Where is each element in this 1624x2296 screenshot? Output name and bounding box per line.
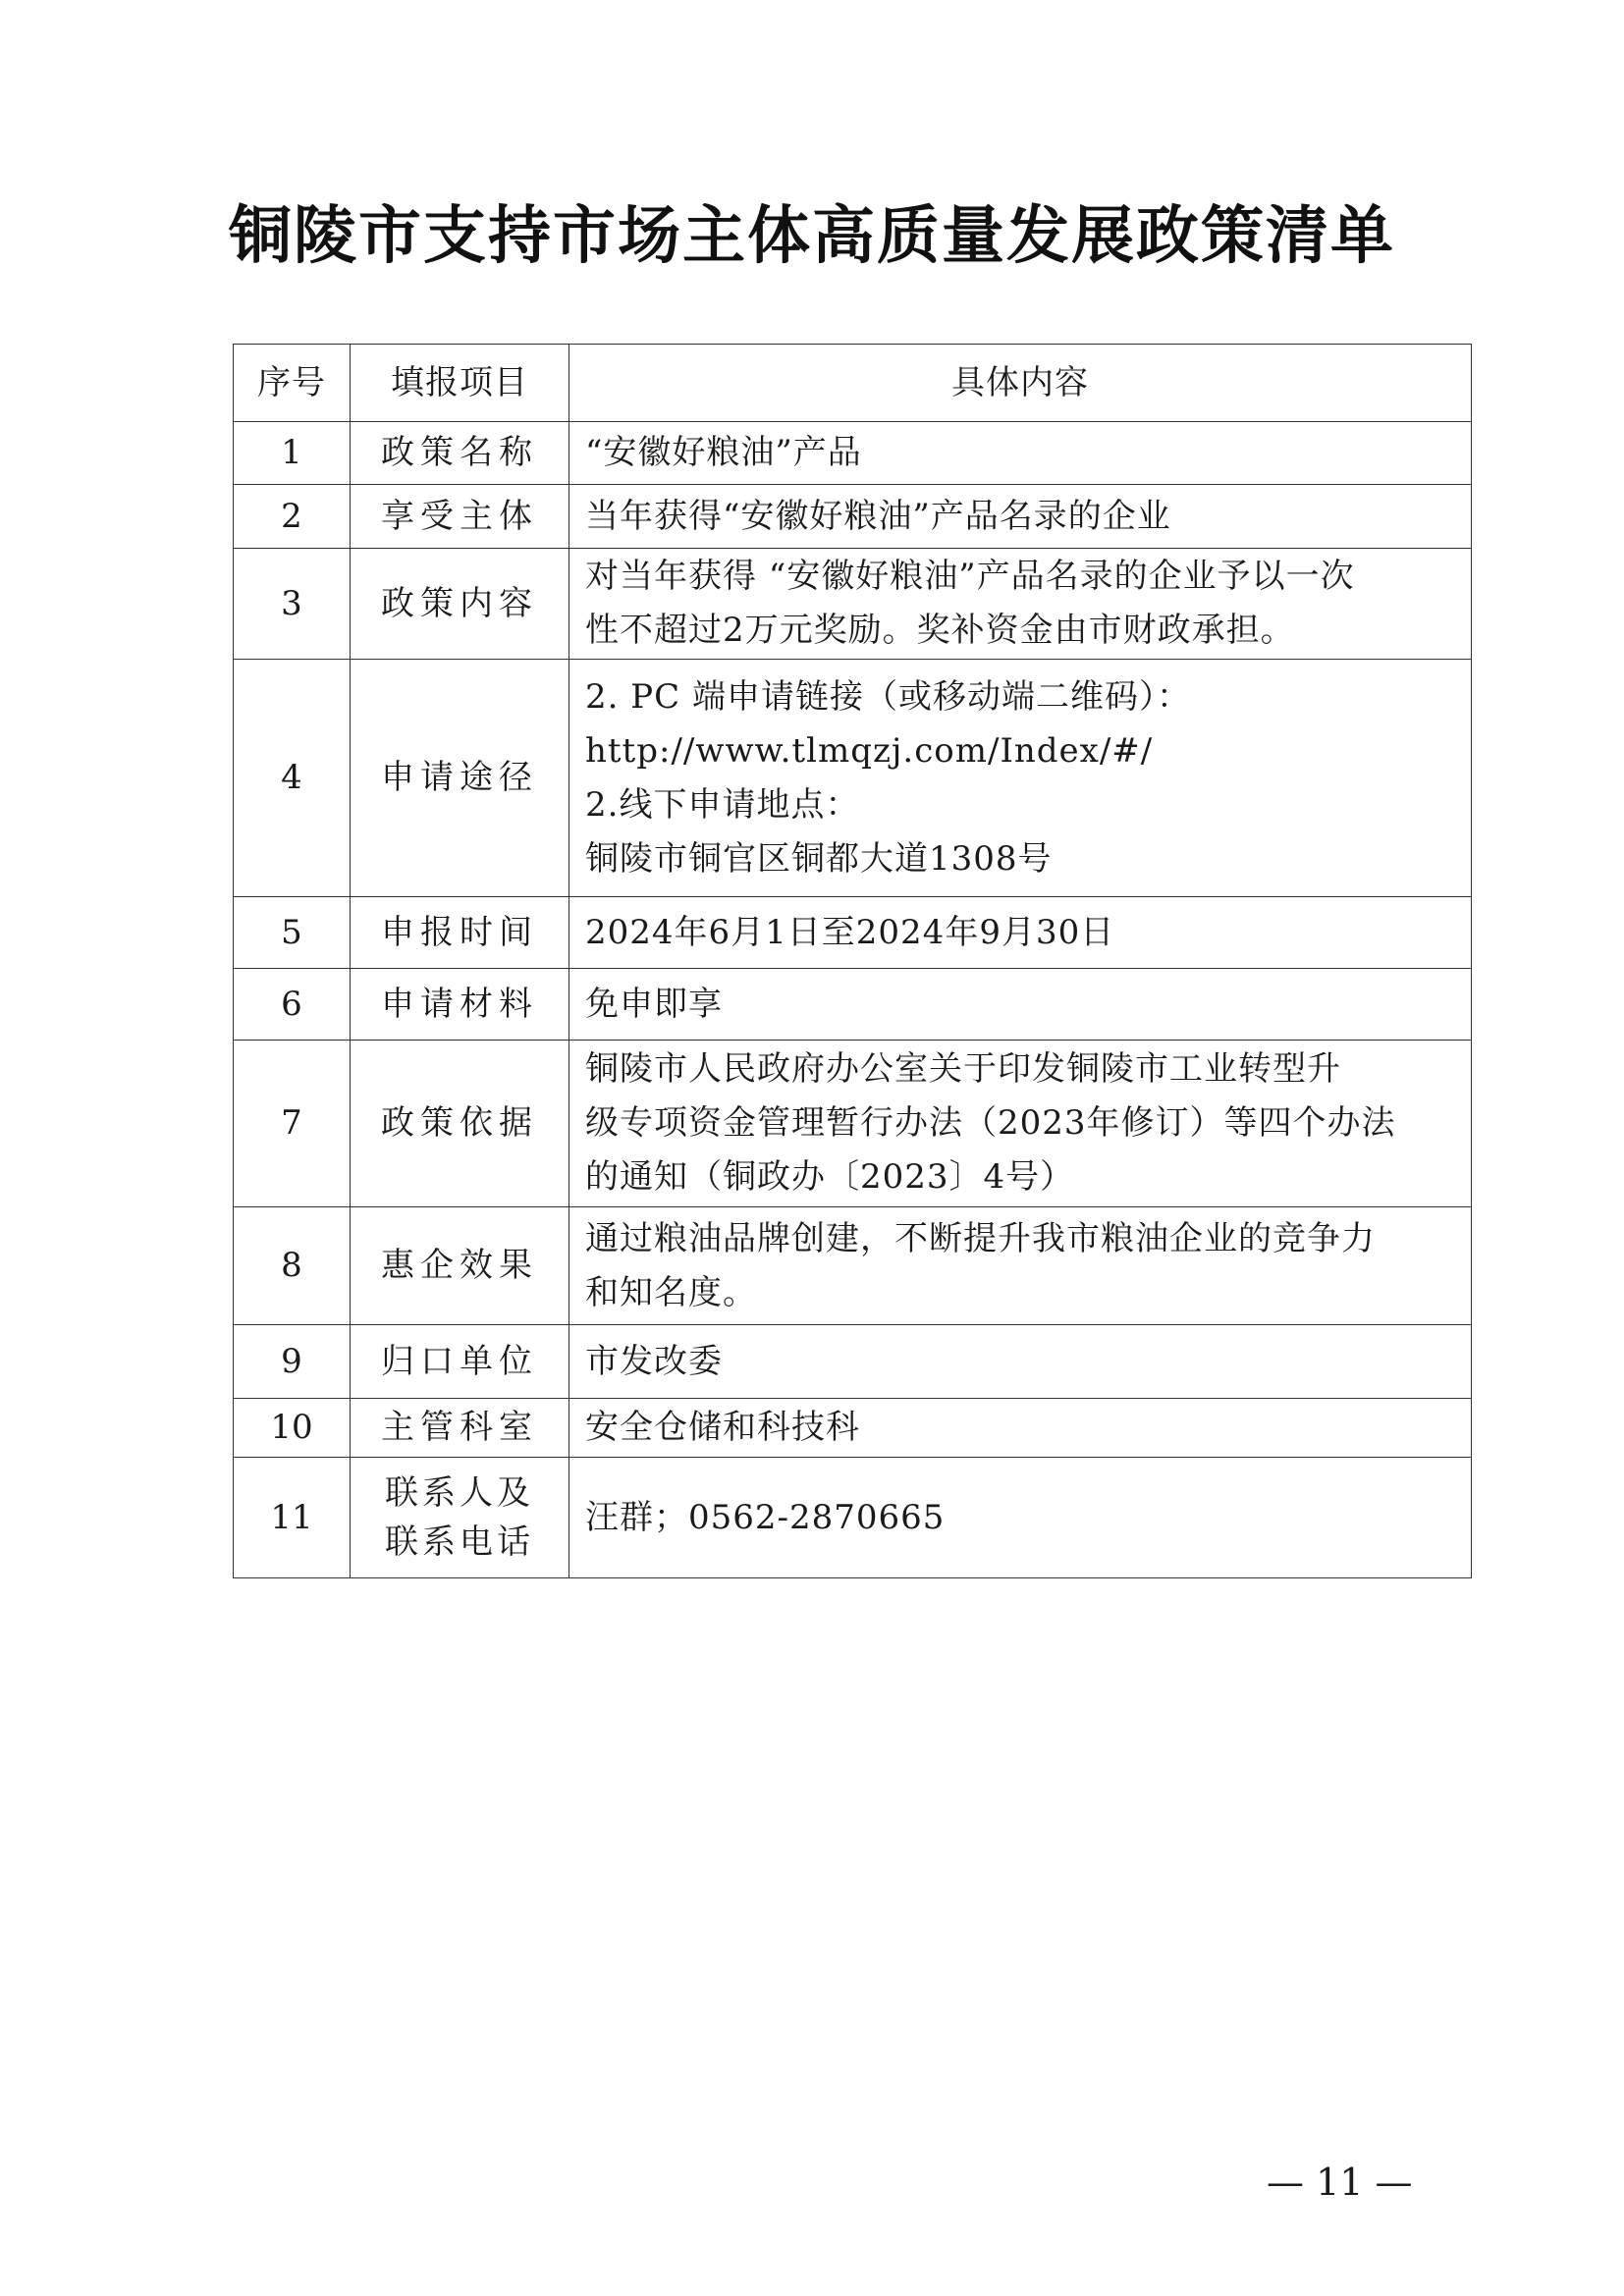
row-item: 政策内容 xyxy=(351,549,569,660)
content-line: 性不超过2万元奖励。奖补资金由市财政承担。 xyxy=(585,611,1295,650)
row-item: 归口单位 xyxy=(351,1325,569,1399)
row-number: 9 xyxy=(234,1325,351,1399)
row-content xyxy=(569,549,1472,660)
content-line: 当年获得“安徽好粮油”产品名录的企业 xyxy=(585,496,1171,536)
content-line: 2.线下申请地点： xyxy=(585,784,860,825)
row-item xyxy=(351,1458,569,1578)
row-number: 11 xyxy=(234,1458,351,1578)
header-item: 填报项目 xyxy=(351,345,569,422)
content-line: 铜陵市人民政府办公室关于印发铜陵市工业转型升 xyxy=(585,1049,1341,1089)
row-content xyxy=(569,1041,1472,1207)
row-number: 1 xyxy=(234,422,351,485)
row-item: 惠企效果 xyxy=(351,1207,569,1325)
document-title: 铜陵市支持市场主体高质量发展政策清单 xyxy=(229,199,1395,273)
row-number: 6 xyxy=(234,969,351,1041)
table-row xyxy=(234,1207,1472,1325)
content-line: 汪群；0562-2870665 xyxy=(585,1497,946,1537)
row-number: 5 xyxy=(234,897,351,969)
row-content xyxy=(569,422,1472,485)
application-link[interactable]: http://www.tlmqzj.com/Index/#/ xyxy=(585,730,1154,771)
row-item: 享受主体 xyxy=(351,485,569,549)
table-row xyxy=(234,1458,1472,1578)
row-content xyxy=(569,1325,1472,1399)
content-line: 铜陵市铜官区铜都大道1308号 xyxy=(585,838,1053,879)
table-row xyxy=(234,422,1472,485)
row-number: 3 xyxy=(234,549,351,660)
table-row xyxy=(234,1325,1472,1399)
table-row xyxy=(234,1399,1472,1458)
row-number: 4 xyxy=(234,660,351,897)
content-line: 2. PC 端申请链接（或移动端二维码）： xyxy=(585,676,1191,717)
row-item: 申请途径 xyxy=(351,660,569,897)
content-line: 安全仓储和科技科 xyxy=(585,1408,860,1447)
content-line: 对当年获得 “安徽好粮油”产品名录的企业予以一次 xyxy=(585,557,1355,596)
row-item-line: 联系人及 xyxy=(385,1473,534,1513)
row-content xyxy=(569,485,1472,549)
table-header-row xyxy=(234,345,1472,422)
row-content xyxy=(569,660,1472,897)
table-row xyxy=(234,969,1472,1041)
row-number: 8 xyxy=(234,1207,351,1325)
content-line: 市发改委 xyxy=(585,1341,723,1381)
table-row xyxy=(234,485,1472,549)
row-item: 申请材料 xyxy=(351,969,569,1041)
row-content xyxy=(569,1399,1472,1458)
row-item: 政策名称 xyxy=(351,422,569,485)
row-content xyxy=(569,897,1472,969)
row-number: 10 xyxy=(234,1399,351,1458)
row-item: 政策依据 xyxy=(351,1041,569,1207)
table-row xyxy=(234,549,1472,660)
content-line: 免申即享 xyxy=(585,984,723,1024)
header-serial-number: 序号 xyxy=(234,345,351,422)
content-line: 的通知（铜政办〔2023〕4号） xyxy=(585,1157,1075,1197)
content-line: 通过粮油品牌创建，不断提升我市粮油企业的竞争力 xyxy=(585,1218,1376,1258)
table-row xyxy=(234,660,1472,897)
row-content xyxy=(569,969,1472,1041)
header-content: 具体内容 xyxy=(569,345,1472,422)
row-item: 申报时间 xyxy=(351,897,569,969)
row-item: 主管科室 xyxy=(351,1399,569,1458)
page-number: — 11 — xyxy=(1267,2161,1413,2204)
row-number: 7 xyxy=(234,1041,351,1207)
table-row xyxy=(234,897,1472,969)
policy-table xyxy=(233,344,1472,1578)
row-item-line: 联系电话 xyxy=(385,1522,534,1562)
table-row xyxy=(234,1041,1472,1207)
content-line: 级专项资金管理暂行办法（2023年修订）等四个办法 xyxy=(585,1103,1396,1143)
row-content xyxy=(569,1458,1472,1578)
row-content xyxy=(569,1207,1472,1325)
content-line: 2024年6月1日至2024年9月30日 xyxy=(585,912,1115,952)
content-line: 和知名度。 xyxy=(585,1272,757,1312)
content-line: “安徽好粮油”产品 xyxy=(585,433,862,472)
row-number: 2 xyxy=(234,485,351,549)
